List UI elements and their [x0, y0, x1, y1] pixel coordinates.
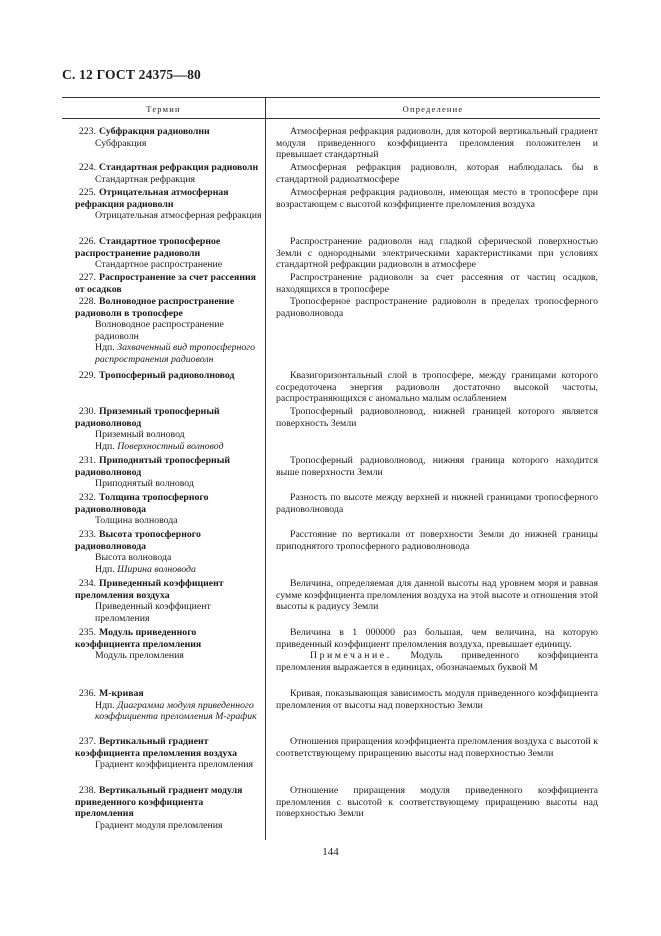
definition-text: Распространение радиоволн над гладкой сферической поверхностью Земли с однородными электрическими характеристиками при условиях стандартной рефракции радиоволн в атмосфере: [276, 236, 598, 271]
term-short-form: Высота волновода: [95, 552, 172, 564]
definition-cell: [276, 455, 598, 478]
term-cell: [75, 236, 263, 271]
term-heading: [75, 578, 263, 601]
term-cell: [75, 187, 263, 222]
term-cell: [75, 736, 263, 771]
column-header-definition: Определение: [402, 104, 464, 114]
term-number: 233.: [78, 529, 96, 540]
term-title: Приподнятый тропосферный радиоволновод: [75, 455, 230, 478]
term-short-form: Отрицательная атмосферная рефракция: [95, 210, 262, 222]
term-heading: [75, 370, 263, 382]
term-title: Вертикальный градиент модуля приведенного коэффициента преломления: [75, 785, 243, 820]
definition-text: Величина в 1 000000 раз большая, чем величина, на которую приведенный коэффициент преломления воздуха, превышает единицу.: [276, 627, 598, 650]
term-cell: [75, 785, 263, 831]
deprecated-term-text: Ширина волновода: [117, 563, 196, 575]
term-heading: [75, 272, 263, 295]
term-number: 223.: [78, 126, 96, 137]
definition-cell: [276, 688, 598, 711]
definition-cell: [276, 736, 598, 759]
definition-text: Отношения приращения коэффициента преломления воздуха с высотой к соответствующему приращению высоты над поверхностью Земли: [276, 736, 598, 759]
ndp-label: Ндп.: [95, 342, 115, 354]
term-number: 229.: [78, 370, 96, 381]
deprecated-term-text: Поверхностный волновод: [117, 440, 224, 452]
note-text: Модуль приведенного коэффициента преломления выражается в единицах, обозначаемых буквой М: [276, 650, 598, 673]
term-cell: [75, 627, 263, 662]
definition-text: Квазигоризонтальный слой в тропосфере, между границами которого сосредоточена энергия радиоволн достаточно высокой частоты, распространяющихся с аномально малым ослаблением: [276, 370, 598, 405]
page-number: 144: [322, 846, 339, 858]
term-number: 226.: [78, 236, 96, 247]
definition-cell: [276, 492, 598, 515]
ndp-label: Ндп.: [95, 699, 115, 711]
definition-cell: [276, 785, 598, 820]
term-heading: [75, 688, 263, 700]
definition-text: Атмосферная рефракция радиоволн, имеющая место в тропосфере при возрастающем с высотой коэффициенте преломления воздуха: [276, 187, 598, 210]
term-heading: [75, 455, 263, 478]
term-cell: [75, 370, 263, 382]
term-heading: [75, 627, 263, 650]
term-heading: [75, 187, 263, 210]
definition-text: Разность по высоте между верхней и нижней границами тропосферного радиоволновода: [276, 492, 598, 515]
term-number: 234.: [78, 578, 96, 589]
term-cell: [75, 162, 263, 185]
term-heading: [75, 296, 263, 319]
definition-cell: [276, 406, 598, 429]
term-title: М-кривая: [99, 688, 144, 699]
term-number: 231.: [78, 455, 96, 466]
term-cell: [75, 688, 263, 723]
term-short-form: Волноводное распространение радиоволн: [95, 319, 224, 342]
ndp-label: Ндп.: [95, 563, 115, 575]
table-top-rule: [62, 97, 600, 98]
definition-cell: [276, 236, 598, 271]
term-short-form: Приземный волновод: [95, 429, 185, 441]
term-heading: [75, 785, 263, 820]
term-title: Субфракция радиоволни: [99, 126, 210, 137]
deprecated-term: [75, 342, 263, 365]
definition-text: Атмосферная рефракция радиоволн, которая наблюдалась бы в стандартной радиоатмосфере: [276, 162, 598, 185]
term-short-form: Стандартное распространение: [95, 259, 223, 271]
term-short-form: Толщина волновода: [95, 515, 178, 527]
term-title: Стандартная рефракция радиоволн: [99, 162, 259, 173]
deprecated-term: [75, 441, 263, 453]
term-title: Приведенный коэффициент преломления воздуха: [75, 578, 224, 601]
term-title: Отрицательная атмосферная рефракция радиоволн: [75, 187, 229, 210]
deprecated-term-text: Диаграмма модуля приведенного коэффициента преломления М-график: [95, 699, 257, 723]
term-number: 236.: [78, 688, 96, 699]
term-heading: [75, 736, 263, 759]
definition-cell: [276, 370, 598, 405]
term-title: Модуль приведенного коэффициента преломления: [75, 627, 202, 650]
term-heading: [75, 126, 263, 138]
term-heading: [75, 406, 263, 429]
definition-text: Отношение приращения модуля приведенного коэффициента преломления с высотой к соответствующему приращению высоты над поверхностью Земли: [276, 785, 598, 820]
term-cell: [75, 492, 263, 527]
term-cell: [75, 126, 263, 149]
column-header-term: Термин: [146, 104, 181, 114]
term-short-form: Стандартная рефракция: [95, 173, 196, 185]
term-heading: [75, 529, 263, 552]
term-title: Высота тропосферного радиоволновода: [75, 529, 201, 552]
term-short-form: Градиент коэффициента преломления: [95, 759, 253, 771]
column-divider: [265, 118, 266, 840]
definition-text: Кривая, показывающая зависимость модуля приведенного коэффициента преломления от высоты над поверхностью Земли: [276, 688, 598, 711]
term-number: 232.: [78, 492, 96, 503]
term-title: Вертикальный градиент коэффициента преломления воздуха: [75, 736, 238, 759]
term-cell: [75, 406, 263, 452]
definition-text: Величина, определяемая для данной высоты над уровнем моря и равная сумме коэффициента преломления воздуха на этой высоте и отношения этой высоты к радиусу Земли: [276, 578, 598, 613]
deprecated-term: [75, 700, 263, 723]
term-short-form: Приподнятый волновод: [95, 478, 194, 490]
term-number: 227.: [78, 272, 96, 283]
term-title: Волноводное распространение радиоволн в тропосфере: [75, 296, 235, 319]
term-number: 228.: [78, 296, 96, 307]
term-heading: [75, 236, 263, 259]
term-title: Распространение за счет рассеяния от осадков: [75, 272, 256, 295]
term-number: 237.: [78, 736, 96, 747]
term-number: 238.: [78, 785, 96, 796]
term-title: Стандартное тропосферное распространение радиоволн: [75, 236, 221, 259]
term-number: 225.: [78, 187, 96, 198]
term-number: 230.: [78, 406, 96, 417]
term-number: 235.: [78, 627, 96, 638]
definition-cell: [276, 627, 598, 673]
definition-cell: [276, 529, 598, 552]
deprecated-term-text: Захваченный вид тропосферного распространения радиоволн: [95, 342, 256, 365]
term-short-form: Модуль преломления: [95, 650, 184, 662]
ndp-label: Ндп.: [95, 440, 115, 452]
definition-text: Тропосферный радиоволновод, нижняя граница которого находится выше поверхности Земли: [276, 455, 598, 478]
definition-cell: [276, 296, 598, 319]
term-cell: [75, 529, 263, 575]
definition-cell: [276, 272, 598, 295]
note-label: Примечание.: [310, 650, 392, 662]
term-title: Тропосферный радиоволновод: [99, 370, 235, 381]
definition-text: Распространение радиоволн за счет рассеяния от частиц осадков, находящихся в тропосфере: [276, 272, 598, 295]
table-header-rule: [62, 118, 600, 119]
term-short-form: Приведенный коэффициент преломления: [95, 601, 211, 624]
term-short-form: Субфракция: [95, 137, 147, 149]
deprecated-term: [75, 564, 263, 576]
term-cell: [75, 455, 263, 490]
definition-text: Атмосферная рефракция радиоволн, для которой вертикальный градиент модуля приведенного коэффициента преломления положителен и превышает стандартный: [276, 126, 598, 161]
definition-cell: [276, 578, 598, 613]
term-title: Приземный тропосферный радиоволновод: [75, 406, 220, 429]
definition-text: Тропосферное распространение радиоволн в пределах тропосферного радиоволновода: [276, 296, 598, 319]
term-heading: [75, 162, 263, 174]
term-title: Толщина тропосферного радиоволновода: [75, 492, 209, 515]
term-short-form: Градиент модуля преломления: [95, 819, 223, 831]
definition-text: Тропосферный радиоволновод, нижней границей которого является поверхность Земли: [276, 406, 598, 429]
definition-cell: [276, 162, 598, 185]
term-heading: [75, 492, 263, 515]
definition-text: Расстояние по вертикали от поверхности Земли до нижней границы приподнятого тропосферного радиоволновода: [276, 529, 598, 552]
term-cell: [75, 578, 263, 624]
term-cell: [75, 272, 263, 295]
term-number: 224.: [78, 162, 96, 173]
definition-cell: [276, 187, 598, 210]
definition-note: [276, 650, 598, 673]
term-cell: [75, 296, 263, 366]
page-header: С. 12 ГОСТ 24375—80: [62, 67, 201, 82]
definition-cell: [276, 126, 598, 161]
